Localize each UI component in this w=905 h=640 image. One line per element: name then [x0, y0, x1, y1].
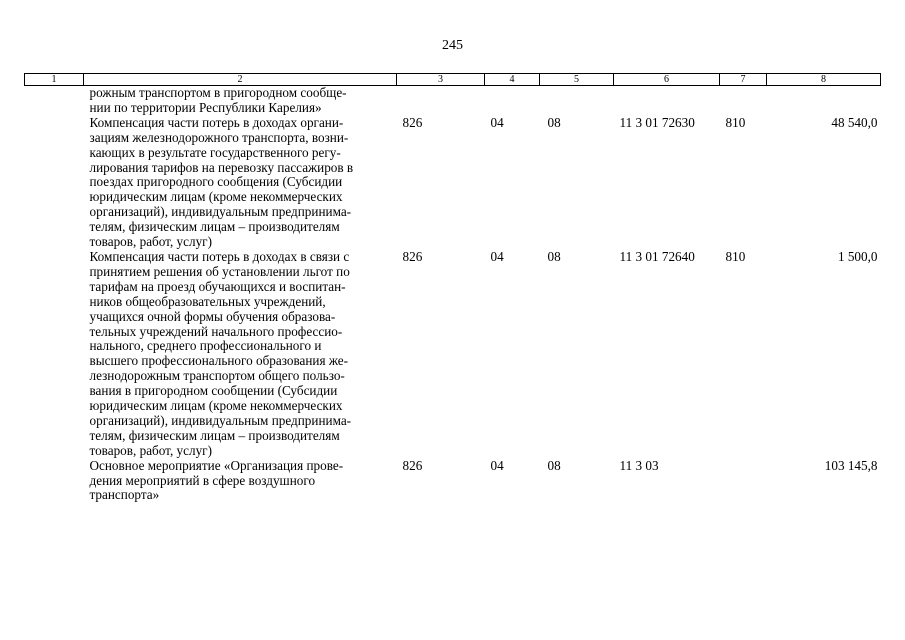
page-number: 245	[442, 38, 463, 53]
ministry-code	[397, 86, 485, 116]
item-description	[25, 116, 397, 250]
amount-value: 1 500,0	[837, 248, 878, 264]
ministry-code: 826	[402, 248, 423, 264]
column-number-header: 3	[397, 74, 485, 86]
ministry-code: 826	[402, 114, 423, 130]
description-line: Основное мероприятие «Организация прове-	[89, 457, 344, 473]
description-line: высшего профессионального образования же-	[89, 353, 349, 369]
column-number-header: 5	[540, 74, 614, 86]
item-description	[25, 86, 397, 116]
description-line: принятием решения об установлении льгот по	[89, 263, 350, 279]
amount-value	[767, 86, 881, 116]
item-description	[25, 459, 397, 504]
description-line: товаров, работ, услуг)	[89, 234, 212, 250]
target-article-code	[614, 86, 720, 116]
table-row	[25, 459, 881, 504]
budget-table	[24, 73, 881, 503]
description-line: организаций), индивидуальным предпринима-	[89, 204, 352, 220]
description-line: нии по территории Республики Карелия»	[89, 99, 322, 115]
header-row	[25, 74, 881, 86]
description-line: телям, физическим лицам – производителям	[89, 427, 340, 443]
expense-type-code	[720, 86, 767, 116]
description-line: лирования тарифов на перевозку пассажиров в	[89, 159, 354, 175]
column-number-header: 2	[84, 74, 397, 86]
description-line: юридическим лицам (кроме некоммерческих	[89, 189, 343, 205]
description-line: вания в пригородном сообщении (Субсидии	[89, 383, 338, 399]
section-code: 04	[490, 248, 504, 264]
subsection-code: 08	[547, 248, 561, 264]
description-line: товаров, работ, услуг)	[89, 442, 212, 458]
description-line: дения мероприятий в сфере воздушного	[89, 472, 316, 488]
column-number-header: 1	[25, 74, 84, 86]
section-code: 04	[490, 114, 504, 130]
table-body	[25, 86, 881, 504]
expense-type-code: 810	[725, 114, 746, 130]
table-header	[25, 74, 881, 86]
ministry-code: 826	[402, 457, 423, 473]
amount-value: 48 540,0	[831, 114, 878, 130]
section-code: 04	[490, 457, 504, 473]
subsection-code: 08	[547, 114, 561, 130]
description-line: нального, среднего профессионального и	[89, 338, 322, 354]
amount-value: 103 145,8	[824, 457, 878, 473]
description-line: ников общеобразовательных учреждений,	[89, 293, 326, 309]
description-line: зациям железнодорожного транспорта, возни-	[89, 129, 349, 145]
column-number-header: 6	[614, 74, 720, 86]
description-line: лезнодорожным транспортом общего пользо-	[89, 368, 345, 384]
target-article-code: 11 3 03	[619, 457, 659, 473]
subsection-code	[540, 86, 614, 116]
description-line: организаций), индивидуальным предпринима-	[89, 412, 352, 428]
description-line: кающих в результате государственного регу-	[89, 144, 341, 160]
column-number-header: 7	[720, 74, 767, 86]
description-line: транспорта»	[89, 487, 160, 503]
description-line: Компенсация части потерь в доходах в связи с	[89, 248, 350, 264]
column-number-header: 8	[767, 74, 881, 86]
section-code	[485, 86, 540, 116]
target-article-code: 11 3 01 72640	[619, 248, 695, 264]
table-row	[25, 86, 881, 116]
expense-type-code	[720, 459, 767, 504]
table-row	[25, 250, 881, 459]
column-number-header: 4	[485, 74, 540, 86]
table-row	[25, 116, 881, 250]
description-line: рожным транспортом в пригородном сообще-	[89, 85, 347, 100]
item-description	[25, 250, 397, 459]
subsection-code: 08	[547, 457, 561, 473]
description-line: поездах пригородного сообщения (Субсидии	[89, 174, 343, 190]
description-line: Компенсация части потерь в доходах органи-	[89, 114, 344, 130]
description-line: телям, физическим лицам – производителям	[89, 219, 340, 235]
description-line: учащихся очной формы обучения образова-	[89, 308, 336, 324]
target-article-code: 11 3 01 72630	[619, 114, 695, 130]
description-line: тарифам на проезд обучающихся и воспитан-	[89, 278, 346, 294]
description-line: юридическим лицам (кроме некоммерческих	[89, 398, 343, 414]
expense-type-code: 810	[725, 248, 746, 264]
description-line: тельных учреждений начального профессио-	[89, 323, 343, 339]
